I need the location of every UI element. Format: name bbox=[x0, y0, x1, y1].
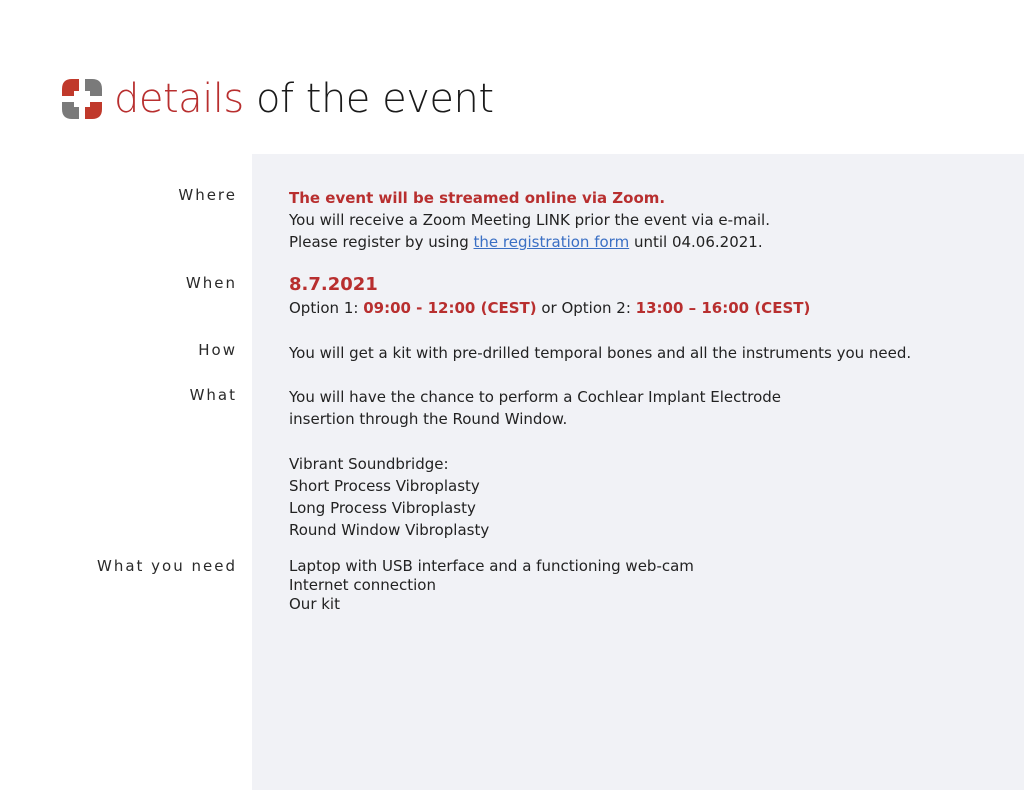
what-spacer bbox=[289, 430, 781, 453]
need-item: Internet connection bbox=[289, 576, 436, 594]
what-line: insertion through the Round Window. bbox=[289, 410, 568, 428]
what-you-need-label: What you need bbox=[97, 557, 237, 575]
option1-prefix: Option 1: bbox=[289, 299, 364, 317]
need-item: Laptop with USB interface and a functioning web-cam bbox=[289, 557, 694, 575]
how-label: How bbox=[198, 341, 237, 359]
vibrant-title: Vibrant Soundbridge: bbox=[289, 455, 449, 473]
where-line3-suffix: until 04.06.2021. bbox=[629, 233, 763, 251]
event-date: 8.7.2021 bbox=[289, 274, 378, 295]
where-label: Where bbox=[178, 186, 237, 204]
vibrant-item: Round Window Vibroplasty bbox=[289, 521, 490, 539]
when-section bbox=[289, 273, 810, 319]
page-title-rest: of the event bbox=[255, 76, 494, 122]
vibrant-item: Short Process Vibroplasty bbox=[289, 477, 480, 495]
what-you-need-section bbox=[289, 557, 694, 614]
where-headline: The event will be streamed online via Zoom. bbox=[289, 189, 666, 207]
registration-form-link[interactable]: the registration form bbox=[473, 233, 630, 251]
need-item: Our kit bbox=[289, 595, 340, 613]
where-line3 bbox=[289, 231, 770, 253]
what-label: What bbox=[189, 386, 237, 404]
when-options bbox=[289, 297, 810, 319]
option1-time: 09:00 - 12:00 (CEST) bbox=[363, 299, 537, 317]
where-section bbox=[289, 187, 770, 253]
vibrant-item: Long Process Vibroplasty bbox=[289, 499, 476, 517]
where-line2: You will receive a Zoom Meeting LINK prior the event via e-mail. bbox=[289, 211, 770, 229]
where-line3-prefix: Please register by using bbox=[289, 233, 474, 251]
what-section bbox=[289, 386, 781, 541]
page-title-accent: details bbox=[114, 76, 244, 122]
option2-time: 13:00 – 16:00 (CEST) bbox=[635, 299, 811, 317]
how-text: You will get a kit with pre-drilled temporal bones and all the instruments you need. bbox=[289, 344, 912, 362]
or-option2: or Option 2: bbox=[536, 299, 636, 317]
what-line: You will have the chance to perform a Cochlear Implant Electrode bbox=[289, 388, 782, 406]
page-title bbox=[114, 76, 494, 122]
when-label: When bbox=[185, 274, 237, 292]
page-header bbox=[62, 72, 494, 126]
medical-cross-logo-icon bbox=[62, 79, 102, 119]
